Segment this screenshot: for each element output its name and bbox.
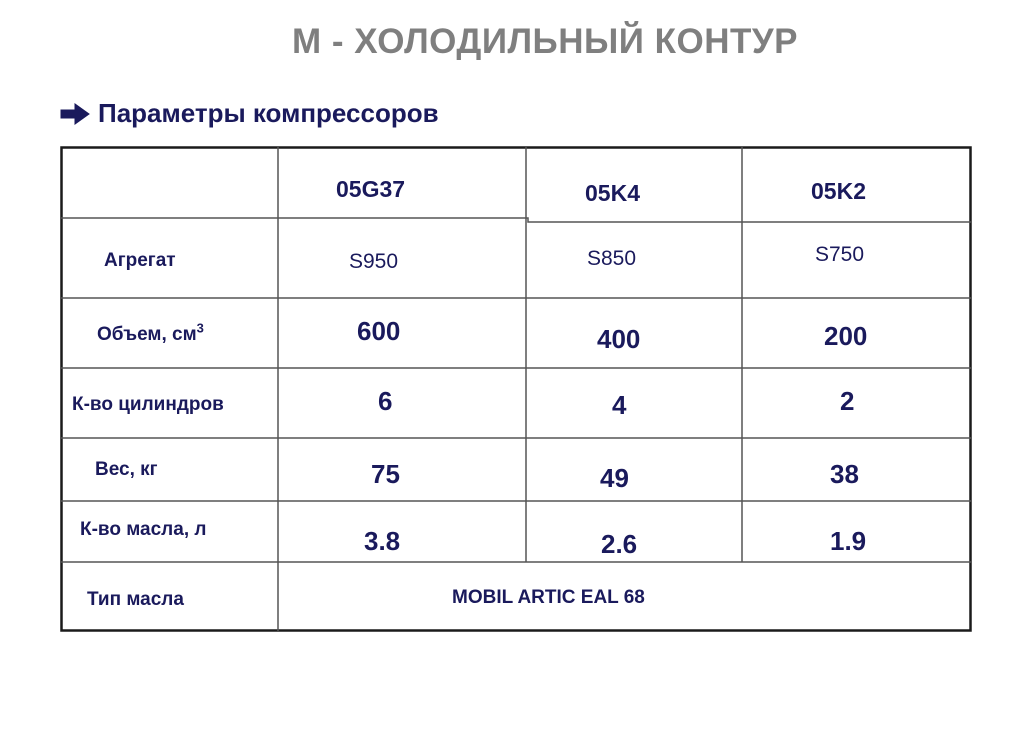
- row-label-weight: Вес, кг: [95, 459, 158, 480]
- subtitle-text: Параметры компрессоров: [98, 98, 439, 128]
- row-label-oil-amount: К-во масла, л: [80, 519, 207, 540]
- value-cylinders-05k4: 4: [612, 390, 627, 420]
- row-label-volume-text: Объем, см: [97, 324, 197, 345]
- slide-title-text: М - ХОЛОДИЛЬНЫЙ КОНТУР: [292, 22, 798, 61]
- header-05k2: 05K2: [811, 178, 866, 204]
- value-oil-amount-05k4: 2.6: [601, 529, 638, 559]
- header-05g37: 05G37: [336, 176, 406, 202]
- row-label-volume: [97, 320, 204, 346]
- right-arrow-icon: [60, 103, 90, 125]
- subtitle: [60, 98, 439, 129]
- slide-title: [0, 22, 1024, 62]
- value-oil-amount-05k2: 1.9: [830, 526, 867, 556]
- value-oil-type: MOBIL ARTIC EAL 68: [452, 587, 645, 608]
- value-unit-05k2: S750: [815, 243, 865, 266]
- value-weight-05k4: 49: [600, 463, 629, 493]
- row-label-volume-sup: 3: [196, 320, 204, 336]
- value-cylinders-05k2: 2: [840, 386, 855, 416]
- row-label-cylinders: К-во цилиндров: [72, 394, 224, 415]
- row-label-oil-type: Тип масла: [87, 589, 184, 610]
- value-volume-05g37: 600: [357, 316, 401, 346]
- value-cylinders-05g37: 6: [378, 386, 393, 416]
- row-label-unit: Агрегат: [104, 250, 176, 271]
- header-05k4: 05K4: [585, 180, 640, 206]
- value-unit-05g37: S950: [349, 250, 399, 273]
- value-oil-amount-05g37: 3.8: [364, 526, 401, 556]
- value-volume-05k2: 200: [824, 321, 868, 351]
- value-volume-05k4: 400: [597, 324, 641, 354]
- compressor-table: [60, 146, 972, 632]
- value-weight-05g37: 75: [371, 459, 400, 489]
- value-weight-05k2: 38: [830, 459, 859, 489]
- table-grid-lines: [60, 146, 972, 632]
- value-unit-05k4: S850: [587, 247, 637, 270]
